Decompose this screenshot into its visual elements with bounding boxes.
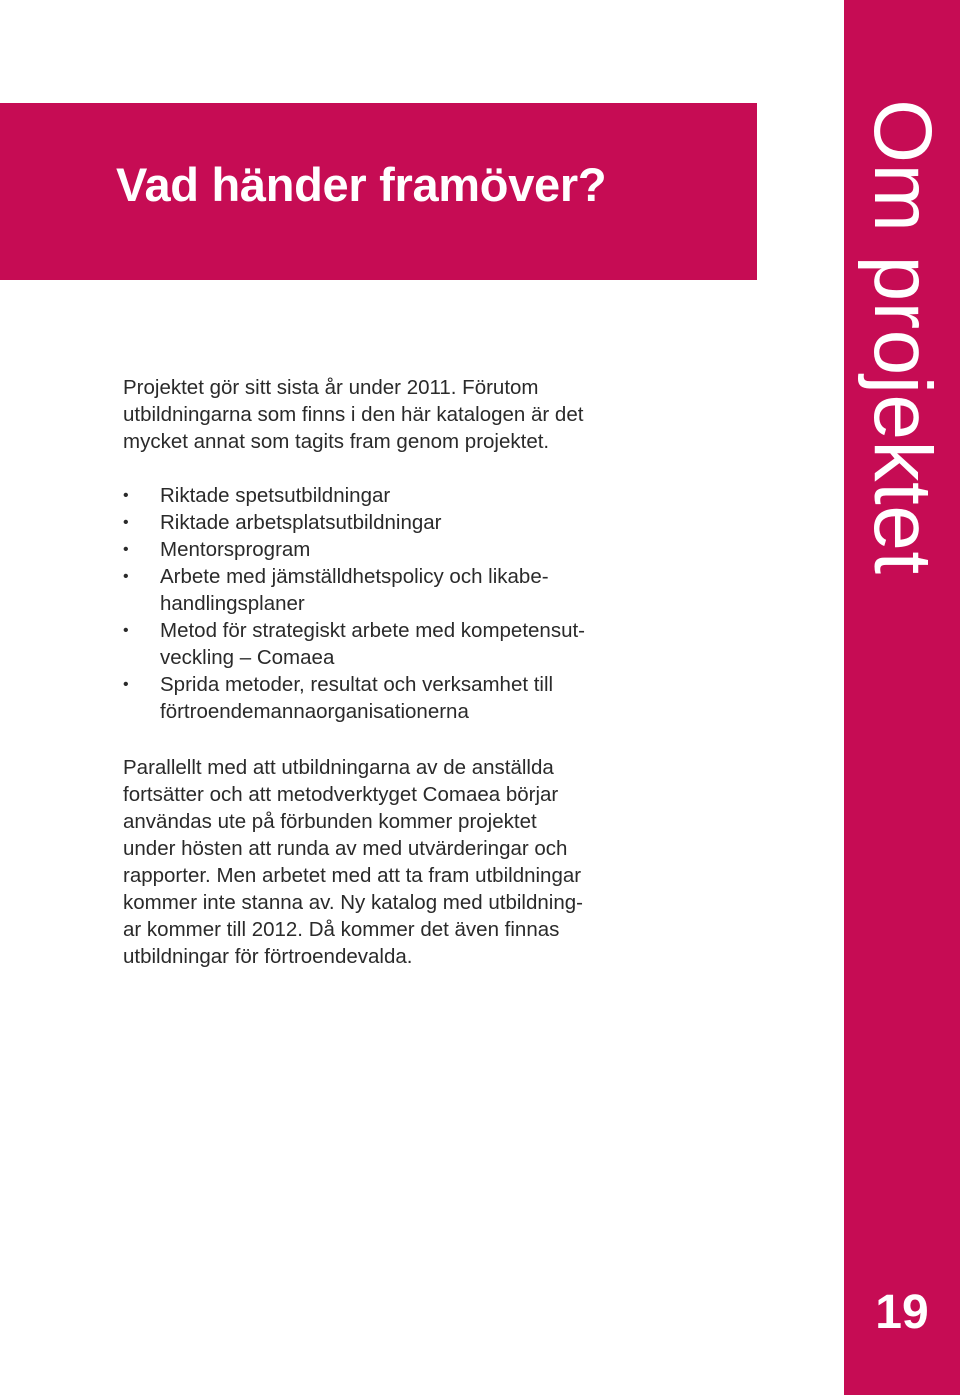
- closing-line: ar kommer till 2012. Då kommer det även finnas: [123, 918, 560, 941]
- intro-line: mycket annat som tagits fram genom projektet.: [123, 430, 550, 453]
- list-item-text: Metod för strategiskt arbete med kompetensut-: [160, 619, 586, 642]
- bullet-icon: •: [123, 541, 129, 558]
- list-item-text: förtroendemannaorganisationerna: [160, 700, 469, 723]
- section-tab-title: Om projektet: [857, 99, 948, 575]
- list-item: [123, 617, 643, 671]
- page-number: 19: [875, 1286, 929, 1339]
- list-item-text: Mentorsprogram: [160, 538, 311, 561]
- list-item-text: Sprida metoder, resultat och verksamhet till: [160, 673, 554, 696]
- list-item-text: handlingsplaner: [160, 592, 305, 615]
- intro-line: Projektet gör sitt sista år under 2011. Förutom: [123, 376, 539, 399]
- page-title: Vad händer framöver?: [116, 158, 607, 211]
- list-item: [123, 671, 643, 725]
- closing-line: fortsätter och att metodverktyget Comaea börjar: [123, 783, 559, 806]
- initiatives-list: [123, 482, 643, 725]
- bullet-icon: •: [123, 568, 129, 585]
- list-item-text: veckling – Comaea: [160, 646, 335, 669]
- list-item-text: Arbete med jämställdhetspolicy och likabe-: [160, 565, 549, 588]
- intro-paragraph: [123, 374, 653, 455]
- list-item: [123, 563, 643, 617]
- closing-line: utbildningar för förtroendevalda.: [123, 945, 413, 968]
- intro-line: utbildningarna som finns i den här katalogen är det: [123, 403, 584, 426]
- list-item: [123, 509, 643, 536]
- closing-line: Parallellt med att utbildningarna av de anställda: [123, 756, 554, 779]
- list-item: [123, 536, 643, 563]
- list-item-text: Riktade spetsutbildningar: [160, 484, 391, 507]
- bullet-icon: •: [123, 487, 129, 504]
- closing-line: användas ute på förbunden kommer projektet: [123, 810, 537, 833]
- closing-line: under hösten att runda av med utvärderingar och: [123, 837, 568, 860]
- closing-line: kommer inte stanna av. Ny katalog med utbildning-: [123, 891, 583, 914]
- bullet-icon: •: [123, 676, 129, 693]
- list-item-text: Riktade arbetsplatsutbildningar: [160, 511, 442, 534]
- closing-paragraph: [123, 754, 653, 970]
- list-item: [123, 482, 643, 509]
- closing-line: rapporter. Men arbetet med att ta fram utbildningar: [123, 864, 582, 887]
- bullet-icon: •: [123, 514, 129, 531]
- bullet-icon: •: [123, 622, 129, 639]
